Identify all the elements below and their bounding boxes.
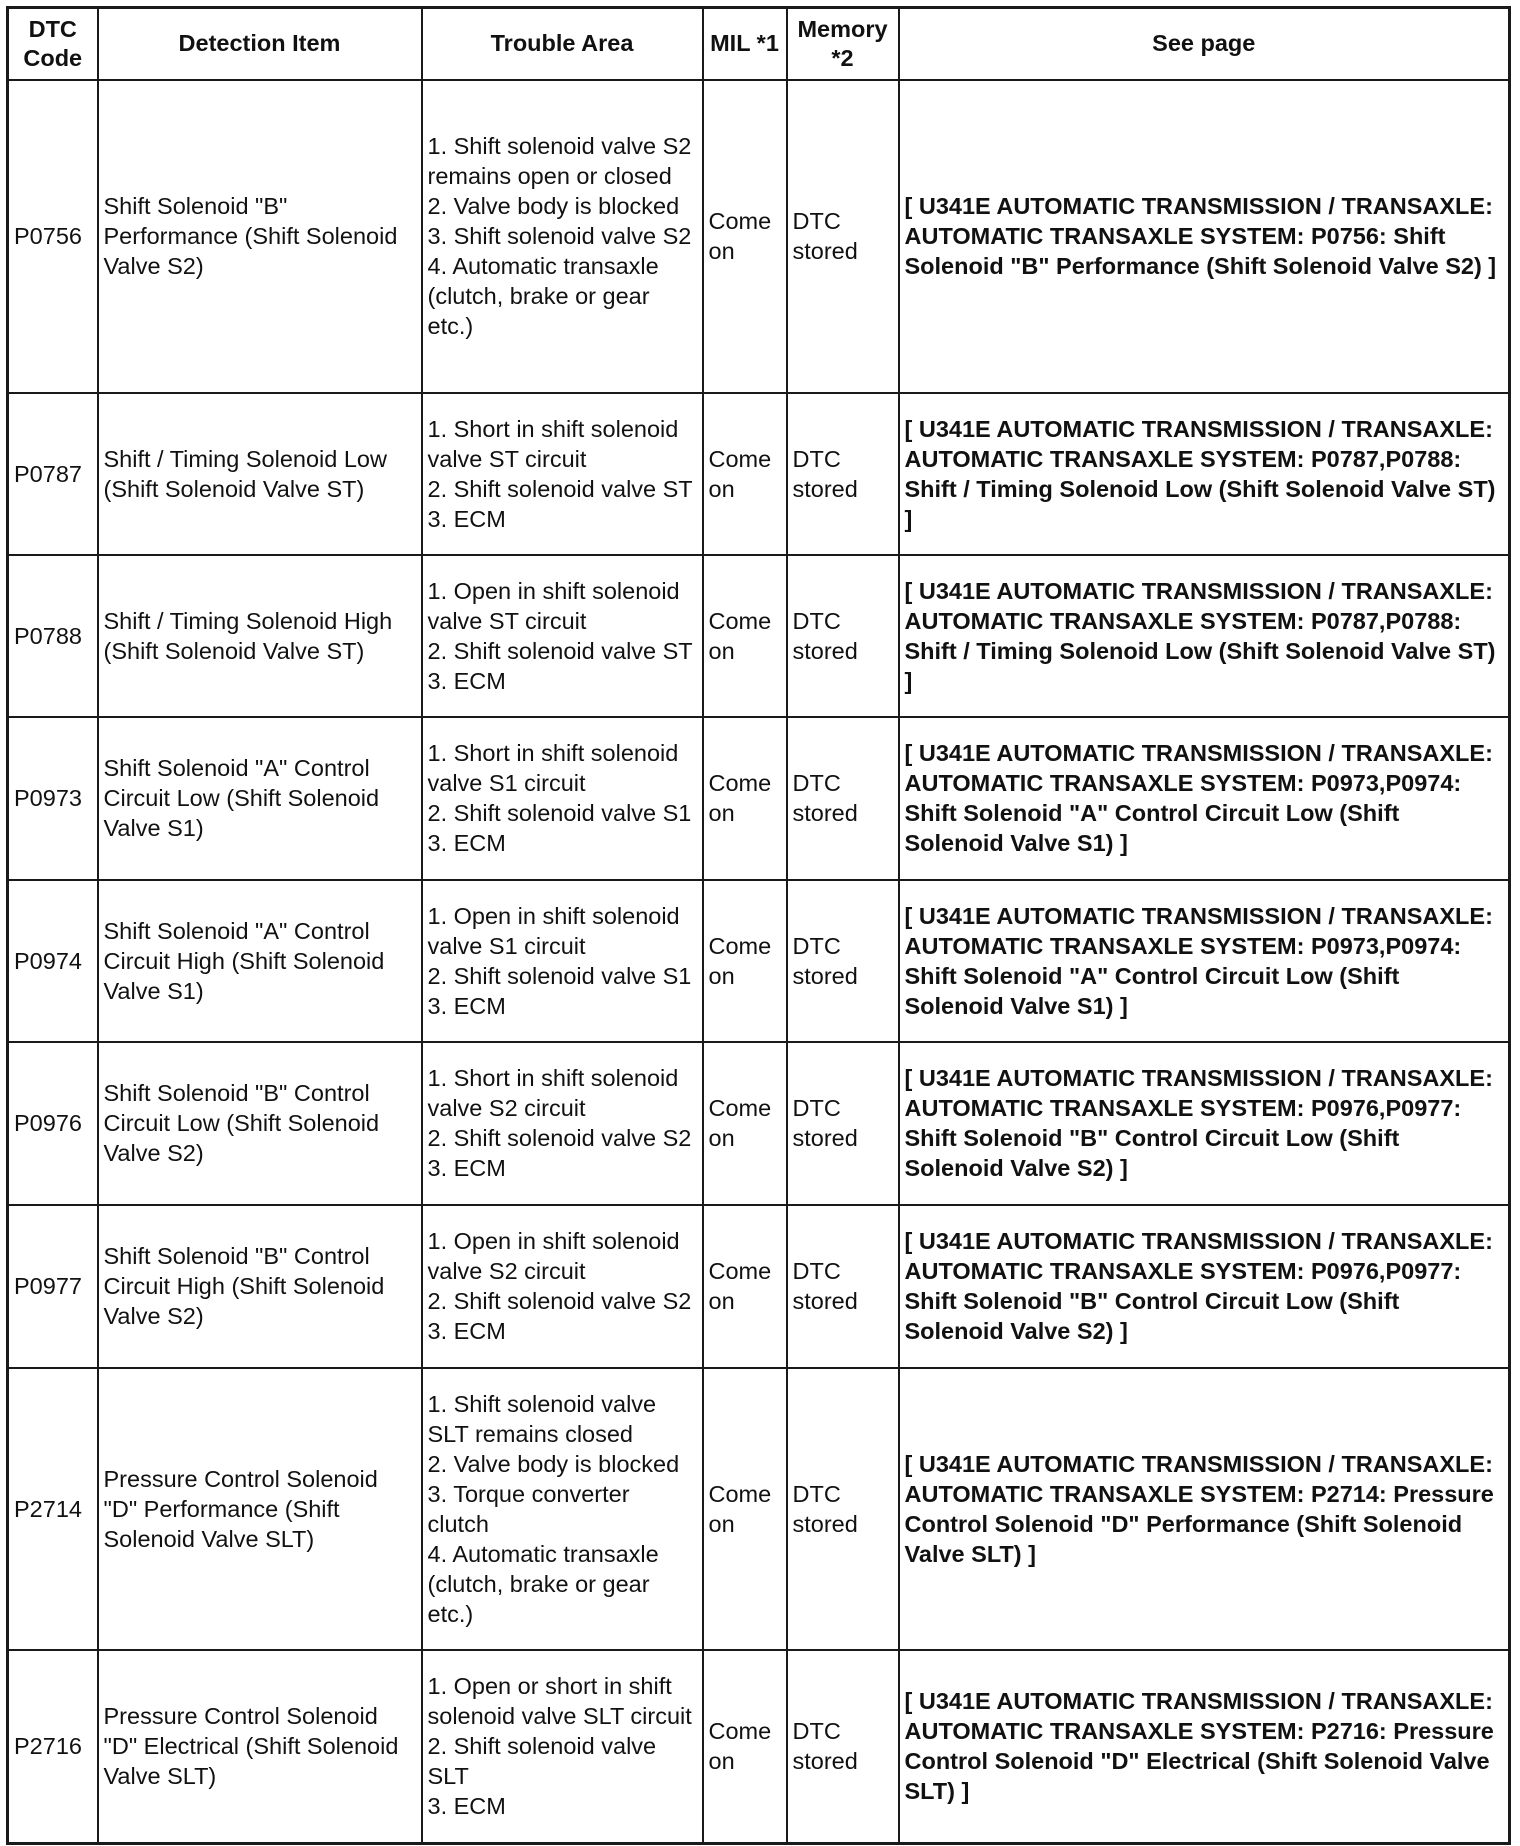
trouble-area-cell <box>422 717 703 880</box>
see-page-link: [ U341E AUTOMATIC TRANSMISSION / TRANSAXLE: AUTOMATIC TRANSAXLE SYSTEM: P0976,P0977: Shift Solenoid "B" Control Circuit Low (Shift Solenoid Valve S2) ] <box>899 1042 1510 1205</box>
trouble-area-item: 3. ECM <box>427 830 506 856</box>
trouble-area-item: 1. Short in shift solenoid valve ST circuit <box>427 415 679 472</box>
detection-item-cell: Shift / Timing Solenoid Low (Shift Solenoid Valve ST) <box>98 393 422 555</box>
trouble-area-cell <box>422 1650 703 1844</box>
dtc-code-cell: P2716 <box>8 1650 98 1844</box>
trouble-area-cell <box>422 393 703 555</box>
trouble-area-cell <box>422 80 703 393</box>
detection-item-cell: Shift Solenoid "A" Control Circuit Low (Shift Solenoid Valve S1) <box>98 717 422 880</box>
see-page-link: [ U341E AUTOMATIC TRANSMISSION / TRANSAXLE: AUTOMATIC TRANSAXLE SYSTEM: P0973,P0974: Shift Solenoid "A" Control Circuit Low (Shift Solenoid Valve S1) ] <box>899 717 1510 880</box>
trouble-area-item: 2. Shift solenoid valve S2 <box>427 1288 692 1314</box>
dtc-code-cell: P0974 <box>8 880 98 1042</box>
trouble-area-item: 2. Shift solenoid valve S1 <box>427 800 692 826</box>
dtc-code-cell: P0756 <box>8 80 98 393</box>
memory-cell: DTC stored <box>787 880 899 1042</box>
mil-cell: Come on <box>703 80 787 393</box>
header-detection-item: Detection Item <box>98 8 422 80</box>
trouble-area-cell <box>422 555 703 717</box>
mil-cell: Come on <box>703 393 787 555</box>
mil-cell: Come on <box>703 1368 787 1650</box>
table-row <box>8 1205 1510 1368</box>
detection-item-cell: Shift Solenoid "B" Performance (Shift Solenoid Valve S2) <box>98 80 422 393</box>
detection-item-cell: Pressure Control Solenoid "D" Performance (Shift Solenoid Valve SLT) <box>98 1368 422 1650</box>
table-row <box>8 880 1510 1042</box>
see-page-link: [ U341E AUTOMATIC TRANSMISSION / TRANSAXLE: AUTOMATIC TRANSAXLE SYSTEM: P0973,P0974: Shift Solenoid "A" Control Circuit Low (Shift Solenoid Valve S1) ] <box>899 880 1510 1042</box>
trouble-area-item: 1. Open in shift solenoid valve S2 circuit <box>427 1228 680 1284</box>
trouble-area-item: 3. ECM <box>427 667 506 694</box>
detection-item-cell: Pressure Control Solenoid "D" Electrical (Shift Solenoid Valve SLT) <box>98 1650 422 1844</box>
mil-cell: Come on <box>703 555 787 717</box>
trouble-area-item: 1. Shift solenoid valve SLT remains closed <box>427 1390 657 1447</box>
memory-cell: DTC stored <box>787 80 899 393</box>
trouble-area-item: 1. Open in shift solenoid valve ST circuit <box>427 577 680 634</box>
dtc-code-cell: P0977 <box>8 1205 98 1368</box>
memory-cell: DTC stored <box>787 1368 899 1650</box>
trouble-area-item: 3. Torque converter clutch <box>427 1480 630 1537</box>
header-dtc-code: DTC Code <box>8 8 98 80</box>
mil-cell: Come on <box>703 1205 787 1368</box>
header-see-page: See page <box>899 8 1510 80</box>
table-row <box>8 1650 1510 1844</box>
trouble-area-cell <box>422 1042 703 1205</box>
dtc-table <box>6 6 1511 1845</box>
header-row <box>8 8 1510 80</box>
detection-item-cell: Shift Solenoid "B" Control Circuit Low (Shift Solenoid Valve S2) <box>98 1042 422 1205</box>
table-row <box>8 1042 1510 1205</box>
table-row <box>8 1368 1510 1650</box>
trouble-area-item: 2. Shift solenoid valve S1 <box>427 962 692 989</box>
trouble-area-item: 4. Automatic transaxle (clutch, brake or gear etc.) <box>427 253 659 339</box>
dtc-code-cell: P2714 <box>8 1368 98 1650</box>
memory-cell: DTC stored <box>787 1650 899 1844</box>
see-page-link: [ U341E AUTOMATIC TRANSMISSION / TRANSAXLE: AUTOMATIC TRANSAXLE SYSTEM: P2714: Pressure Control Solenoid "D" Performance (Shift Solenoid Valve SLT) ] <box>899 1368 1510 1650</box>
trouble-area-item: 3. ECM <box>427 992 506 1019</box>
trouble-area-item: 4. Automatic transaxle (clutch, brake or gear etc.) <box>427 1540 659 1627</box>
see-page-link: [ U341E AUTOMATIC TRANSMISSION / TRANSAXLE: AUTOMATIC TRANSAXLE SYSTEM: P2716: Pressure Control Solenoid "D" Electrical (Shift Solenoid Valve SLT) ] <box>899 1650 1510 1844</box>
trouble-area-item: 2. Shift solenoid valve ST <box>427 475 693 502</box>
dtc-code-cell: P0976 <box>8 1042 98 1205</box>
table-row <box>8 80 1510 393</box>
detection-item-cell: Shift Solenoid "A" Control Circuit High (Shift Solenoid Valve S1) <box>98 880 422 1042</box>
dtc-code-cell: P0787 <box>8 393 98 555</box>
see-page-link: [ U341E AUTOMATIC TRANSMISSION / TRANSAXLE: AUTOMATIC TRANSAXLE SYSTEM: P0787,P0788: Shift / Timing Solenoid Low (Shift Solenoid Valve ST) ] <box>899 555 1510 717</box>
mil-cell: Come on <box>703 880 787 1042</box>
dtc-code-cell: P0788 <box>8 555 98 717</box>
trouble-area-item: 1. Short in shift solenoid valve S1 circuit <box>427 740 679 796</box>
trouble-area-cell <box>422 1368 703 1650</box>
trouble-area-item: 2. Shift solenoid valve S2 <box>427 1125 692 1151</box>
memory-cell: DTC stored <box>787 1205 899 1368</box>
mil-cell: Come on <box>703 1042 787 1205</box>
trouble-area-item: 2. Valve body is blocked <box>427 193 680 219</box>
table-row <box>8 555 1510 717</box>
header-trouble-area: Trouble Area <box>422 8 703 80</box>
trouble-area-item: 3. ECM <box>427 1793 506 1820</box>
dtc-code-cell: P0973 <box>8 717 98 880</box>
trouble-area-item: 2. Shift solenoid valve SLT <box>427 1733 657 1790</box>
memory-cell: DTC stored <box>787 1042 899 1205</box>
table-row <box>8 393 1510 555</box>
memory-cell: DTC stored <box>787 393 899 555</box>
trouble-area-item: 3. ECM <box>427 1318 506 1344</box>
see-page-link: [ U341E AUTOMATIC TRANSMISSION / TRANSAXLE: AUTOMATIC TRANSAXLE SYSTEM: P0976,P0977: Shift Solenoid "B" Control Circuit Low (Shift Solenoid Valve S2) ] <box>899 1205 1510 1368</box>
detection-item-cell: Shift Solenoid "B" Control Circuit High (Shift Solenoid Valve S2) <box>98 1205 422 1368</box>
trouble-area-item: 3. ECM <box>427 505 506 532</box>
mil-cell: Come on <box>703 1650 787 1844</box>
memory-cell: DTC stored <box>787 717 899 880</box>
detection-item-cell: Shift / Timing Solenoid High (Shift Solenoid Valve ST) <box>98 555 422 717</box>
trouble-area-cell <box>422 880 703 1042</box>
trouble-area-cell <box>422 1205 703 1368</box>
table-row <box>8 717 1510 880</box>
memory-cell: DTC stored <box>787 555 899 717</box>
trouble-area-item: 1. Open or short in shift solenoid valve SLT circuit <box>427 1673 692 1730</box>
trouble-area-item: 3. ECM <box>427 1155 506 1181</box>
trouble-area-item: 3. Shift solenoid valve S2 <box>427 223 692 249</box>
trouble-area-item: 2. Valve body is blocked <box>427 1450 680 1477</box>
see-page-link: [ U341E AUTOMATIC TRANSMISSION / TRANSAXLE: AUTOMATIC TRANSAXLE SYSTEM: P0756: Shift Solenoid "B" Performance (Shift Solenoid Valve S2) ] <box>899 80 1510 393</box>
trouble-area-item: 1. Shift solenoid valve S2 remains open or closed <box>427 133 692 189</box>
trouble-area-item: 1. Short in shift solenoid valve S2 circuit <box>427 1065 679 1121</box>
trouble-area-item: 2. Shift solenoid valve ST <box>427 637 693 664</box>
trouble-area-item: 1. Open in shift solenoid valve S1 circuit <box>427 902 680 959</box>
header-memory: Memory *2 <box>787 8 899 80</box>
header-mil: MIL *1 <box>703 8 787 80</box>
see-page-link: [ U341E AUTOMATIC TRANSMISSION / TRANSAXLE: AUTOMATIC TRANSAXLE SYSTEM: P0787,P0788: Shift / Timing Solenoid Low (Shift Solenoid Valve ST) ] <box>899 393 1510 555</box>
mil-cell: Come on <box>703 717 787 880</box>
